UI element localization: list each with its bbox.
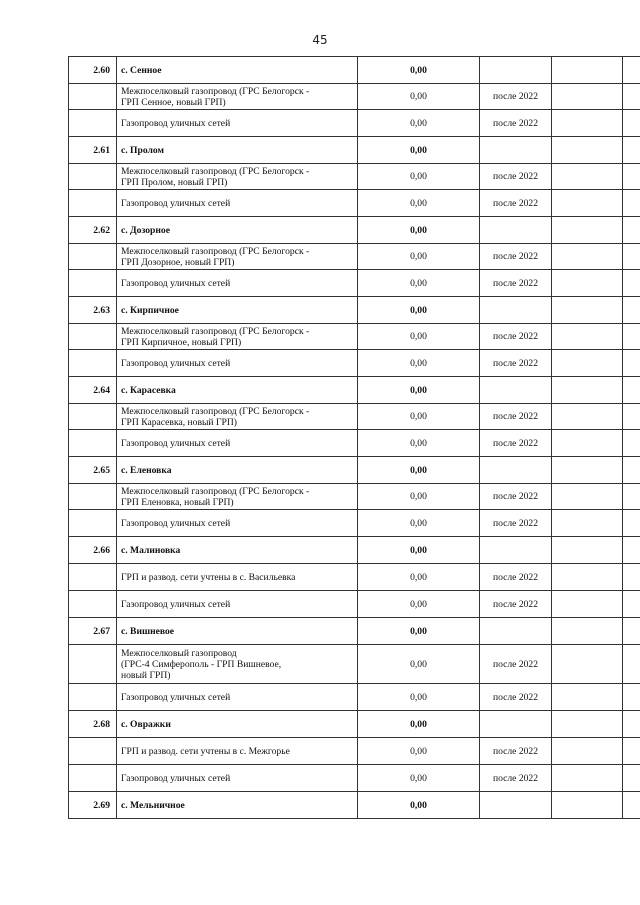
description-line: Межпоселковый газопровод (ГРС Белогорск -	[121, 485, 310, 497]
description-line: ГРП Дозорное, новый ГРП)	[121, 256, 235, 268]
pipeline-year: после 2022	[480, 430, 552, 457]
empty-cell	[552, 377, 623, 404]
empty-cell	[623, 164, 640, 190]
pipeline-row	[69, 738, 640, 765]
pipeline-description	[117, 591, 358, 618]
pipeline-value: 0,00	[358, 430, 480, 457]
section-year-cell	[480, 537, 552, 564]
pipeline-description	[117, 430, 358, 457]
pipeline-value: 0,00	[358, 645, 480, 684]
empty-cell	[552, 765, 623, 792]
pipeline-value: 0,00	[358, 190, 480, 217]
pipeline-year: после 2022	[480, 350, 552, 377]
row-number-cell	[69, 684, 117, 711]
pipeline-row	[69, 484, 640, 510]
section-number: 2.67	[69, 618, 117, 645]
description-line: Межпоселковый газопровод (ГРС Белогорск -	[121, 165, 310, 177]
settlement-name: с. Вишневое	[117, 618, 358, 645]
description-line: ГРП Сенное, новый ГРП)	[121, 96, 226, 108]
empty-cell	[623, 137, 640, 164]
pipeline-description	[117, 270, 358, 297]
empty-cell	[552, 84, 623, 110]
empty-cell	[552, 110, 623, 137]
empty-cell	[623, 377, 640, 404]
settlement-name: с. Сенное	[117, 57, 358, 84]
section-row	[69, 711, 640, 738]
row-number-cell	[69, 270, 117, 297]
pipeline-description	[117, 350, 358, 377]
empty-cell	[623, 350, 640, 377]
pipeline-year: после 2022	[480, 765, 552, 792]
section-total: 0,00	[358, 217, 480, 244]
pipeline-year: после 2022	[480, 324, 552, 350]
empty-cell	[552, 430, 623, 457]
page-number: 45	[312, 33, 328, 47]
empty-cell	[552, 297, 623, 324]
empty-cell	[552, 324, 623, 350]
section-total: 0,00	[358, 457, 480, 484]
empty-cell	[623, 618, 640, 645]
pipeline-description	[117, 684, 358, 711]
row-number-cell	[69, 84, 117, 110]
pipeline-row	[69, 270, 640, 297]
empty-cell	[552, 457, 623, 484]
section-number: 2.61	[69, 137, 117, 164]
section-year-cell	[480, 711, 552, 738]
pipeline-year: после 2022	[480, 404, 552, 430]
pipeline-value: 0,00	[358, 684, 480, 711]
pipeline-year: после 2022	[480, 484, 552, 510]
section-year-cell	[480, 297, 552, 324]
pipeline-row	[69, 510, 640, 537]
pipeline-value: 0,00	[358, 350, 480, 377]
settlement-name: с. Малиновка	[117, 537, 358, 564]
empty-cell	[623, 564, 640, 591]
empty-cell	[552, 270, 623, 297]
empty-cell	[552, 537, 623, 564]
description-line: Газопровод уличных сетей	[121, 772, 231, 784]
empty-cell	[623, 404, 640, 430]
empty-cell	[552, 137, 623, 164]
pipeline-description	[117, 404, 358, 430]
empty-cell	[623, 792, 640, 819]
section-row	[69, 792, 640, 819]
description-line: Газопровод уличных сетей	[121, 517, 231, 529]
pipeline-row	[69, 324, 640, 350]
row-number-cell	[69, 110, 117, 137]
description-line: Газопровод уличных сетей	[121, 277, 231, 289]
section-year-cell	[480, 217, 552, 244]
pipeline-value: 0,00	[358, 244, 480, 270]
section-number: 2.65	[69, 457, 117, 484]
row-number-cell	[69, 244, 117, 270]
row-number-cell	[69, 484, 117, 510]
empty-cell	[623, 324, 640, 350]
section-row	[69, 377, 640, 404]
empty-cell	[623, 244, 640, 270]
section-total: 0,00	[358, 137, 480, 164]
section-year-cell	[480, 618, 552, 645]
pipeline-description	[117, 190, 358, 217]
description-line: Газопровод уличных сетей	[121, 357, 231, 369]
pipeline-description	[117, 510, 358, 537]
pipeline-value: 0,00	[358, 270, 480, 297]
pipeline-value: 0,00	[358, 110, 480, 137]
section-total: 0,00	[358, 711, 480, 738]
empty-cell	[552, 404, 623, 430]
description-line: ГРП Кирпичное, новый ГРП)	[121, 336, 242, 348]
section-number: 2.62	[69, 217, 117, 244]
pipeline-year: после 2022	[480, 591, 552, 618]
pipeline-row	[69, 350, 640, 377]
description-line: Межпоселковый газопровод (ГРС Белогорск -	[121, 405, 310, 417]
section-number: 2.68	[69, 711, 117, 738]
section-row	[69, 217, 640, 244]
section-total: 0,00	[358, 57, 480, 84]
section-number: 2.66	[69, 537, 117, 564]
description-line: Газопровод уличных сетей	[121, 437, 231, 449]
pipeline-year: после 2022	[480, 244, 552, 270]
section-row	[69, 57, 640, 84]
empty-cell	[552, 57, 623, 84]
empty-cell	[552, 164, 623, 190]
pipeline-value: 0,00	[358, 738, 480, 765]
description-line: Межпоселковый газопровод (ГРС Белогорск -	[121, 85, 310, 97]
section-row	[69, 137, 640, 164]
empty-cell	[552, 510, 623, 537]
empty-cell	[552, 684, 623, 711]
description-line: Газопровод уличных сетей	[121, 598, 231, 610]
section-total: 0,00	[358, 537, 480, 564]
settlement-name: с. Мельничное	[117, 792, 358, 819]
pipeline-row	[69, 684, 640, 711]
description-line: ГРП Карасевка, новый ГРП)	[121, 416, 237, 428]
pipeline-description	[117, 645, 358, 684]
pipeline-year: после 2022	[480, 738, 552, 765]
empty-cell	[552, 217, 623, 244]
section-year-cell	[480, 457, 552, 484]
pipeline-row	[69, 84, 640, 110]
section-row	[69, 457, 640, 484]
row-number-cell	[69, 404, 117, 430]
pipeline-year: после 2022	[480, 164, 552, 190]
section-year-cell	[480, 137, 552, 164]
empty-cell	[623, 457, 640, 484]
row-number-cell	[69, 324, 117, 350]
pipeline-description	[117, 484, 358, 510]
empty-cell	[552, 190, 623, 217]
empty-cell	[623, 84, 640, 110]
row-number-cell	[69, 591, 117, 618]
pipeline-description	[117, 564, 358, 591]
empty-cell	[552, 244, 623, 270]
description-line: ГРП Еленовка, новый ГРП)	[121, 496, 234, 508]
row-number-cell	[69, 350, 117, 377]
empty-cell	[552, 484, 623, 510]
pipeline-year: после 2022	[480, 84, 552, 110]
section-year-cell	[480, 792, 552, 819]
description-line: Межпоселковый газопровод (ГРС Белогорск -	[121, 245, 310, 257]
row-number-cell	[69, 645, 117, 684]
empty-cell	[623, 591, 640, 618]
empty-cell	[623, 484, 640, 510]
empty-cell	[552, 645, 623, 684]
settlement-name: с. Пролом	[117, 137, 358, 164]
pipeline-description	[117, 765, 358, 792]
section-year-cell	[480, 377, 552, 404]
settlement-name: с. Карасевка	[117, 377, 358, 404]
settlement-name: с. Овражки	[117, 711, 358, 738]
empty-cell	[623, 537, 640, 564]
section-number: 2.63	[69, 297, 117, 324]
row-number-cell	[69, 765, 117, 792]
pipeline-description	[117, 110, 358, 137]
pipeline-row	[69, 591, 640, 618]
description-line: (ГРС-4 Симферополь - ГРП Вишневое,	[121, 658, 282, 670]
description-line: Межпоселковый газопровод (ГРС Белогорск -	[121, 325, 310, 337]
pipeline-value: 0,00	[358, 404, 480, 430]
pipeline-value: 0,00	[358, 591, 480, 618]
empty-cell	[623, 190, 640, 217]
empty-cell	[623, 711, 640, 738]
pipeline-description	[117, 84, 358, 110]
table-body	[69, 57, 640, 819]
empty-cell	[552, 564, 623, 591]
empty-cell	[623, 510, 640, 537]
section-number: 2.60	[69, 57, 117, 84]
settlement-name: с. Еленовка	[117, 457, 358, 484]
section-row	[69, 618, 640, 645]
pipeline-row	[69, 190, 640, 217]
empty-cell	[552, 792, 623, 819]
empty-cell	[623, 217, 640, 244]
description-line: ГРП и развод. сети учтены в с. Межгорье	[121, 745, 290, 757]
pipeline-year: после 2022	[480, 684, 552, 711]
row-number-cell	[69, 430, 117, 457]
empty-cell	[623, 738, 640, 765]
section-total: 0,00	[358, 618, 480, 645]
pipeline-year: после 2022	[480, 645, 552, 684]
pipeline-row	[69, 564, 640, 591]
pipeline-year: после 2022	[480, 190, 552, 217]
gas-pipeline-table	[68, 56, 640, 819]
pipeline-value: 0,00	[358, 84, 480, 110]
pipeline-row	[69, 645, 640, 684]
row-number-cell	[69, 190, 117, 217]
pipeline-description	[117, 324, 358, 350]
empty-cell	[623, 270, 640, 297]
pipeline-row	[69, 765, 640, 792]
empty-cell	[552, 350, 623, 377]
section-total: 0,00	[358, 297, 480, 324]
pipeline-value: 0,00	[358, 164, 480, 190]
pipeline-description	[117, 738, 358, 765]
section-row	[69, 537, 640, 564]
empty-cell	[623, 765, 640, 792]
empty-cell	[623, 430, 640, 457]
empty-cell	[552, 618, 623, 645]
pipeline-row	[69, 110, 640, 137]
pipeline-year: после 2022	[480, 510, 552, 537]
section-total: 0,00	[358, 792, 480, 819]
pipeline-value: 0,00	[358, 765, 480, 792]
section-row	[69, 297, 640, 324]
pipeline-description	[117, 164, 358, 190]
description-line: Газопровод уличных сетей	[121, 197, 231, 209]
empty-cell	[552, 591, 623, 618]
description-line: Газопровод уличных сетей	[121, 117, 231, 129]
section-year-cell	[480, 57, 552, 84]
row-number-cell	[69, 510, 117, 537]
section-number: 2.69	[69, 792, 117, 819]
empty-cell	[623, 684, 640, 711]
description-line: новый ГРП)	[121, 669, 171, 681]
empty-cell	[623, 297, 640, 324]
section-number: 2.64	[69, 377, 117, 404]
empty-cell	[552, 711, 623, 738]
description-line: ГРП Пролом, новый ГРП)	[121, 176, 228, 188]
pipeline-value: 0,00	[358, 484, 480, 510]
row-number-cell	[69, 164, 117, 190]
description-line: Межпоселковый газопровод	[121, 647, 237, 659]
pipeline-row	[69, 244, 640, 270]
pipeline-value: 0,00	[358, 510, 480, 537]
description-line: Газопровод уличных сетей	[121, 691, 231, 703]
pipeline-row	[69, 404, 640, 430]
pipeline-year: после 2022	[480, 270, 552, 297]
empty-cell	[552, 738, 623, 765]
pipeline-year: после 2022	[480, 564, 552, 591]
row-number-cell	[69, 738, 117, 765]
settlement-name: с. Кирпичное	[117, 297, 358, 324]
empty-cell	[623, 110, 640, 137]
section-total: 0,00	[358, 377, 480, 404]
row-number-cell	[69, 564, 117, 591]
pipeline-value: 0,00	[358, 324, 480, 350]
pipeline-row	[69, 164, 640, 190]
empty-cell	[623, 645, 640, 684]
settlement-name: с. Дозорное	[117, 217, 358, 244]
pipeline-year: после 2022	[480, 110, 552, 137]
pipeline-description	[117, 244, 358, 270]
pipeline-row	[69, 430, 640, 457]
empty-cell	[623, 57, 640, 84]
description-line: ГРП и развод. сети учтены в с. Васильевка	[121, 571, 296, 583]
pipeline-value: 0,00	[358, 564, 480, 591]
